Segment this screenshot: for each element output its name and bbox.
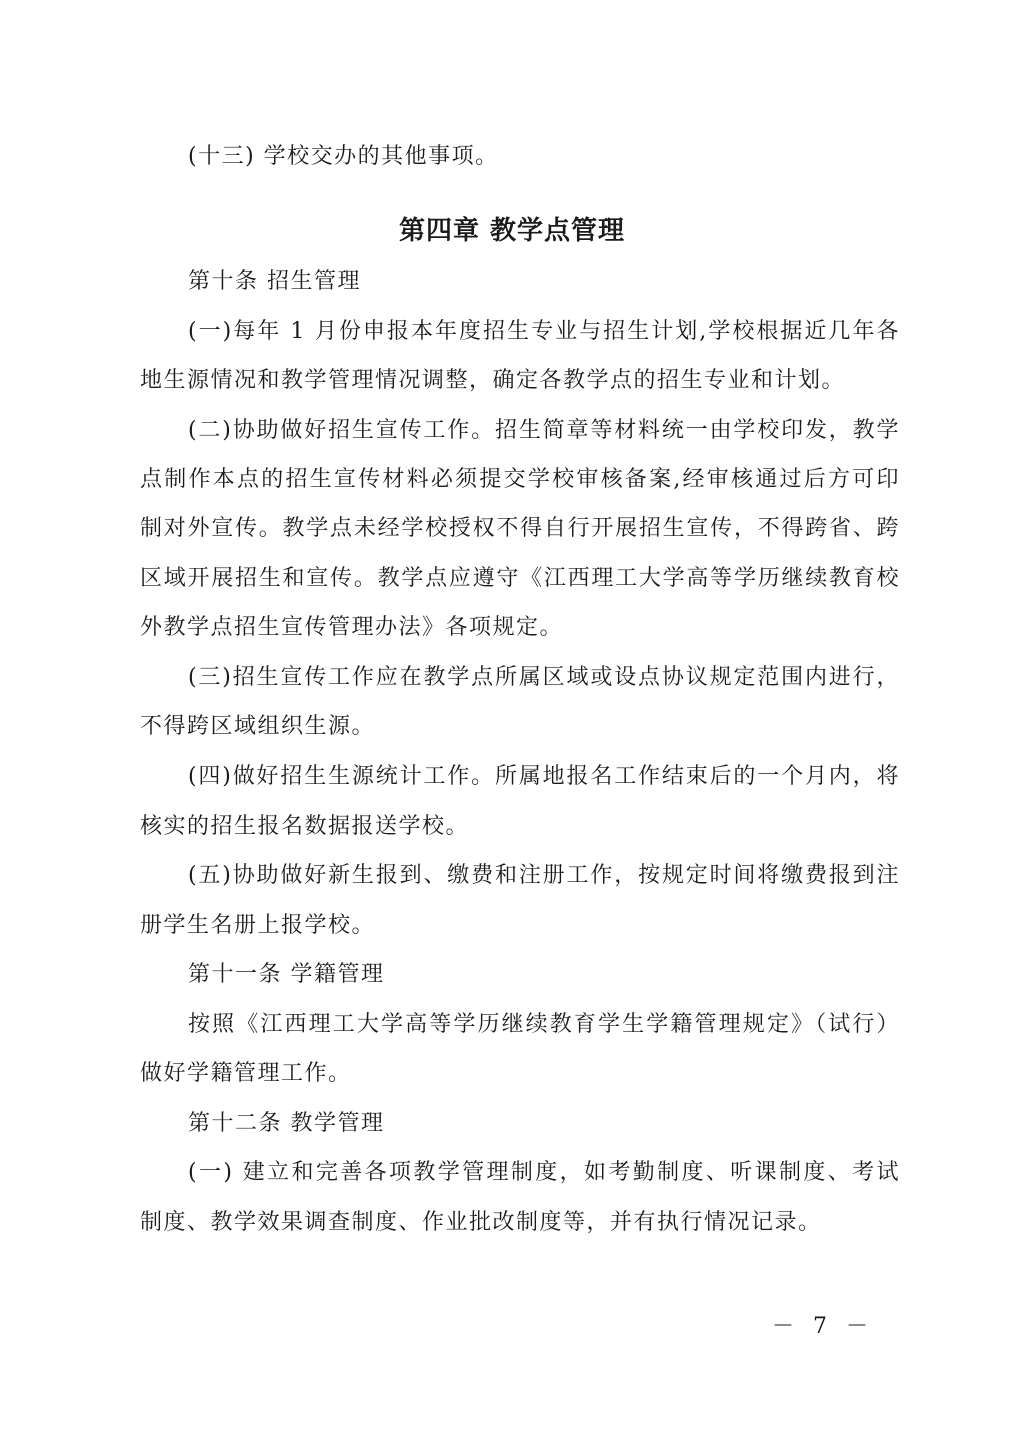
item-thirteen: (十三) 学校交办的其他事项。: [188, 144, 499, 169]
article-12-item-1-line-1: (一) 建立和完善各项教学管理制度，如考勤制度、听课制度、考试: [188, 1160, 900, 1185]
article-10-item-4-line-1: (四)做好招生生源统计工作。所属地报名工作结束后的一个月内，将: [188, 764, 900, 789]
article-12-heading: 第十二条 教学管理: [188, 1111, 385, 1136]
article-10-item-1-line-1: (一)每年 1 月份申报本年度招生专业与招生计划,学校根据近几年各: [188, 319, 900, 344]
article-10-item-3-line-2: 不得跨区域组织生源。: [140, 714, 376, 739]
article-10-item-2-line-5: 外教学点招生宣传管理办法》各项规定。: [140, 615, 564, 640]
article-11-line-2: 做好学籍管理工作。: [140, 1061, 352, 1086]
article-10-item-4-line-2: 核实的招生报名数据报送学校。: [140, 814, 470, 839]
article-10-item-5-line-1: (五)协助做好新生报到、缴费和注册工作，按规定时间将缴费报到注: [188, 863, 900, 888]
article-10-item-3-line-1: (三)招生宣传工作应在教学点所属区域或设点协议规定范围内进行，: [188, 665, 900, 690]
article-12-item-1-line-2: 制度、教学效果调查制度、作业批改制度等，并有执行情况记录。: [140, 1210, 822, 1235]
article-11-line-1: 按照《江西理工大学高等学历继续教育学生学籍管理规定》（试行）: [188, 1012, 900, 1037]
article-10-item-5-line-2: 册学生名册上报学校。: [140, 913, 376, 938]
article-10-item-2-line-3: 制对外宣传。教学点未经学校授权不得自行开展招生宣传，不得跨省、跨: [140, 516, 900, 541]
page-number: － 7 －: [772, 1314, 874, 1339]
article-10-item-2-line-4: 区域开展招生和宣传。教学点应遵守《江西理工大学高等学历继续教育校: [140, 566, 900, 591]
article-10-heading: 第十条 招生管理: [188, 269, 361, 294]
chapter-title: 第四章 教学点管理: [398, 216, 626, 246]
article-11-heading: 第十一条 学籍管理: [188, 962, 385, 987]
article-10-item-1-line-2: 地生源情况和教学管理情况调整，确定各教学点的招生专业和计划。: [140, 368, 846, 393]
article-10-item-2-line-1: (二)协助做好招生宣传工作。招生简章等材料统一由学校印发，教学: [188, 418, 900, 443]
article-10-item-2-line-2: 点制作本点的招生宣传材料必须提交学校审核备案,经审核通过后方可印: [140, 467, 900, 492]
